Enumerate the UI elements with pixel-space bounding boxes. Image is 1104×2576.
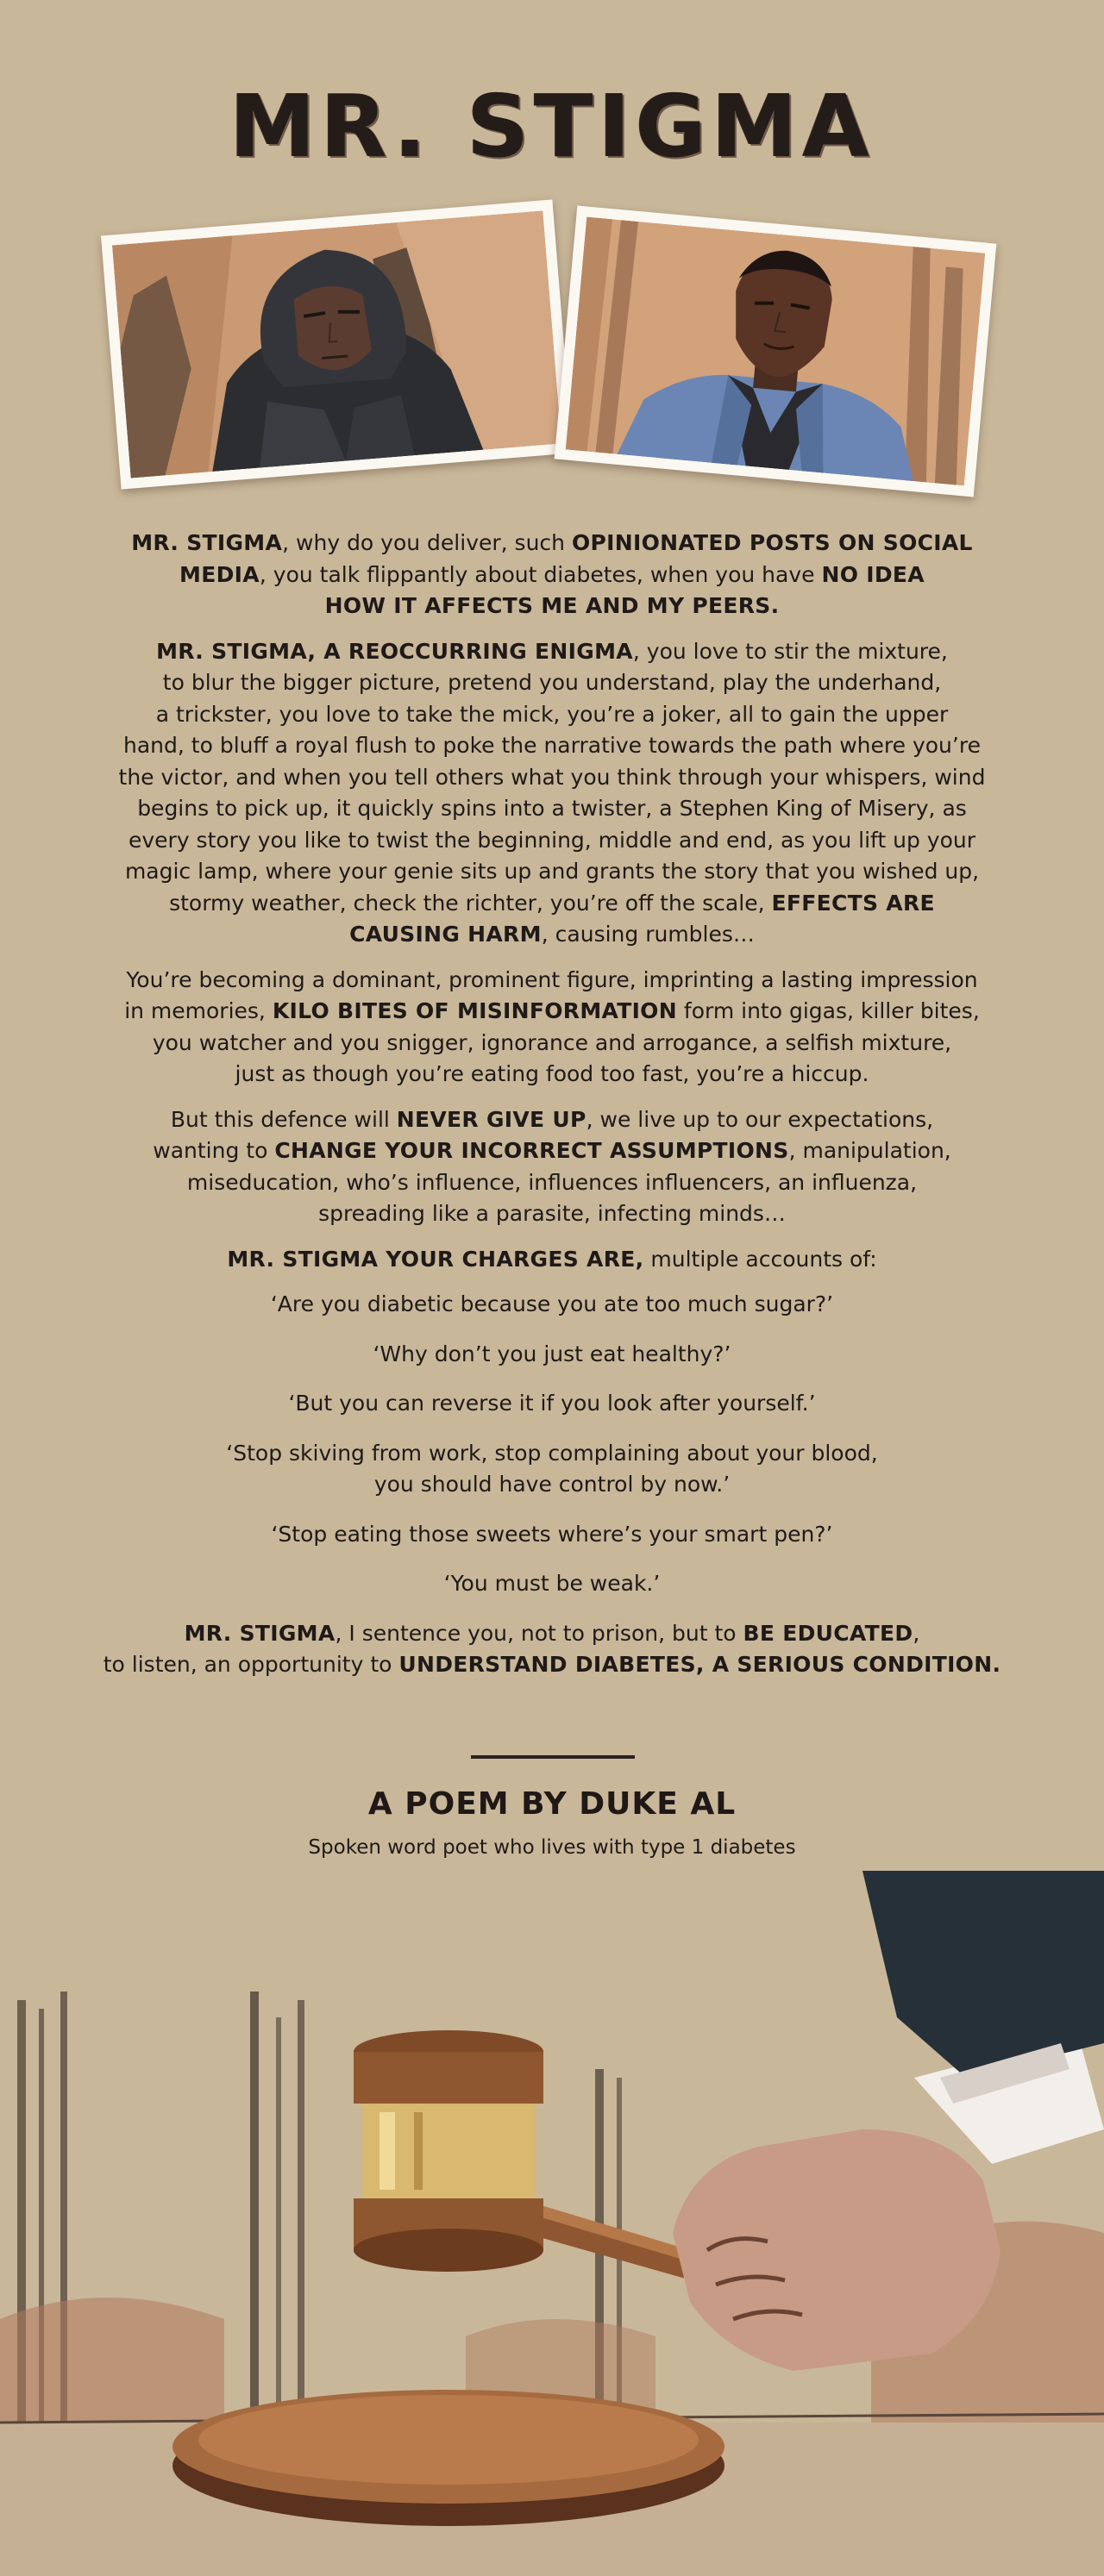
hooded-man-illustration bbox=[112, 210, 561, 478]
poem-text: , you love to stir the mixture, bbox=[632, 638, 948, 664]
emphasis-text: MR. STIGMA bbox=[131, 530, 283, 555]
poem-text: magic lamp, where your genie sits up and grants the story that you wished up, bbox=[124, 859, 980, 884]
poem-text: begins to pick up, it quickly spins into a twister, a Stephen King of Misery, as bbox=[137, 796, 967, 821]
poem-text: just as though you’re eating food too fast, you’re a hiccup. bbox=[235, 1061, 869, 1086]
poem-text: multiple accounts of: bbox=[643, 1246, 877, 1272]
man-in-blue-jacket-photo bbox=[555, 205, 997, 497]
poem-text: to listen, an opportunity to bbox=[103, 1652, 399, 1677]
poem-text: , bbox=[913, 1620, 920, 1646]
poem-text: , why do you deliver, such bbox=[282, 530, 572, 555]
poem-text: , you talk flippantly about diabetes, when you have bbox=[259, 561, 822, 587]
poem-text: You’re becoming a dominant, prominent figure, imprinting a lasting impression bbox=[126, 966, 978, 992]
sentence-stanza bbox=[95, 1618, 1009, 1681]
divider bbox=[471, 1755, 635, 1759]
poem-text: stormy weather, check the richter, you’re off the scale, bbox=[169, 890, 772, 916]
poem-text: to blur the bigger picture, pretend you understand, play the underhand, bbox=[162, 670, 942, 695]
charge-quote-6: ‘You must be weak.’ bbox=[443, 1571, 661, 1596]
emphasis-text: UNDERSTAND DIABETES, A SERIOUS CONDITION. bbox=[398, 1652, 1001, 1677]
poem-text: every story you like to twist the beginning, middle and end, as you lift up your bbox=[128, 827, 976, 853]
author-description: Spoken word poet who lives with type 1 diabetes bbox=[308, 1836, 796, 1859]
charge-quote-1: ‘Are you diabetic because you ate too much sugar?’ bbox=[270, 1291, 834, 1316]
page-title: MR. STIGMA bbox=[229, 76, 875, 177]
poem-text: wanting to bbox=[153, 1138, 275, 1163]
emphasis-text: MEDIA bbox=[179, 561, 260, 587]
poem-text: spreading like a parasite, infecting minds… bbox=[318, 1201, 786, 1226]
poem-text: , we live up to our expectations, bbox=[586, 1106, 934, 1132]
poem-text: you watcher and you snigger, ignorance and arrogance, a selfish mixture, bbox=[152, 1029, 952, 1055]
stanza-4 bbox=[95, 1104, 1009, 1230]
emphasis-text: CHANGE YOUR INCORRECT ASSUMPTIONS bbox=[274, 1138, 789, 1163]
emphasis-text: HOW IT AFFECTS ME AND MY PEERS. bbox=[324, 593, 780, 618]
emphasis-text: KILO BITES OF MISINFORMATION bbox=[272, 998, 677, 1023]
emphasis-text: CAUSING HARM bbox=[349, 922, 542, 947]
hooded-man-photo bbox=[101, 199, 573, 489]
charge-quote-4 bbox=[95, 1438, 1009, 1501]
poem-text: miseducation, who’s influence, influences influencers, an influenza, bbox=[186, 1169, 918, 1195]
emphasis-text: MR. STIGMA YOUR CHARGES ARE, bbox=[227, 1246, 644, 1272]
poem-body bbox=[95, 528, 1009, 1695]
stanza-3 bbox=[95, 965, 1009, 1091]
charge-quote-4-line-2: you should have control by now.’ bbox=[373, 1472, 731, 1497]
poem-text: , I sentence you, not to prison, but to bbox=[335, 1620, 743, 1646]
gavel-scene bbox=[0, 1871, 1104, 2576]
poem-text: , manipulation, bbox=[788, 1138, 951, 1163]
poem-text: the victor, and when you tell others what you think through your whispers, wind bbox=[118, 764, 986, 790]
charge-quote-3: ‘But you can reverse it if you look after yourself.’ bbox=[288, 1391, 816, 1416]
emphasis-text: MR. STIGMA, A REOCCURRING ENIGMA bbox=[156, 638, 633, 664]
charge-quote-5: ‘Stop eating those sweets where’s your smart pen?’ bbox=[271, 1521, 833, 1547]
poem-text: But this defence will bbox=[170, 1106, 397, 1132]
emphasis-text: OPINIONATED POSTS ON SOCIAL bbox=[571, 530, 973, 555]
poem-text: hand, to bluff a royal flush to poke the narrative towards the path where you’re bbox=[123, 733, 981, 758]
man-in-blue-jacket-illustration bbox=[566, 217, 986, 486]
charge-quote-4-line-1: ‘Stop skiving from work, stop complaining about your blood, bbox=[226, 1440, 878, 1466]
charges-intro bbox=[95, 1244, 1009, 1276]
emphasis-text: NEVER GIVE UP bbox=[396, 1106, 586, 1132]
stanza-1 bbox=[95, 528, 1009, 622]
poem-text: , causing rumbles… bbox=[541, 922, 755, 947]
poem-text: a trickster, you love to take the mick, you’re a joker, all to gain the upper bbox=[155, 701, 949, 727]
charge-quote-2: ‘Why don’t you just eat healthy?’ bbox=[373, 1341, 731, 1366]
emphasis-text: NO IDEA bbox=[821, 561, 925, 587]
poem-text: form into gigas, killer bites, bbox=[676, 998, 980, 1023]
emphasis-text: BE EDUCATED bbox=[743, 1620, 913, 1646]
emphasis-text: MR. STIGMA bbox=[184, 1620, 336, 1646]
poem-text: in memories, bbox=[124, 998, 273, 1023]
gavel-and-hand-illustration bbox=[0, 1871, 1104, 2576]
stanza-2 bbox=[95, 636, 1009, 951]
emphasis-text: EFFECTS ARE bbox=[771, 890, 935, 916]
byline: A POEM BY DUKE AL bbox=[367, 1786, 737, 1822]
